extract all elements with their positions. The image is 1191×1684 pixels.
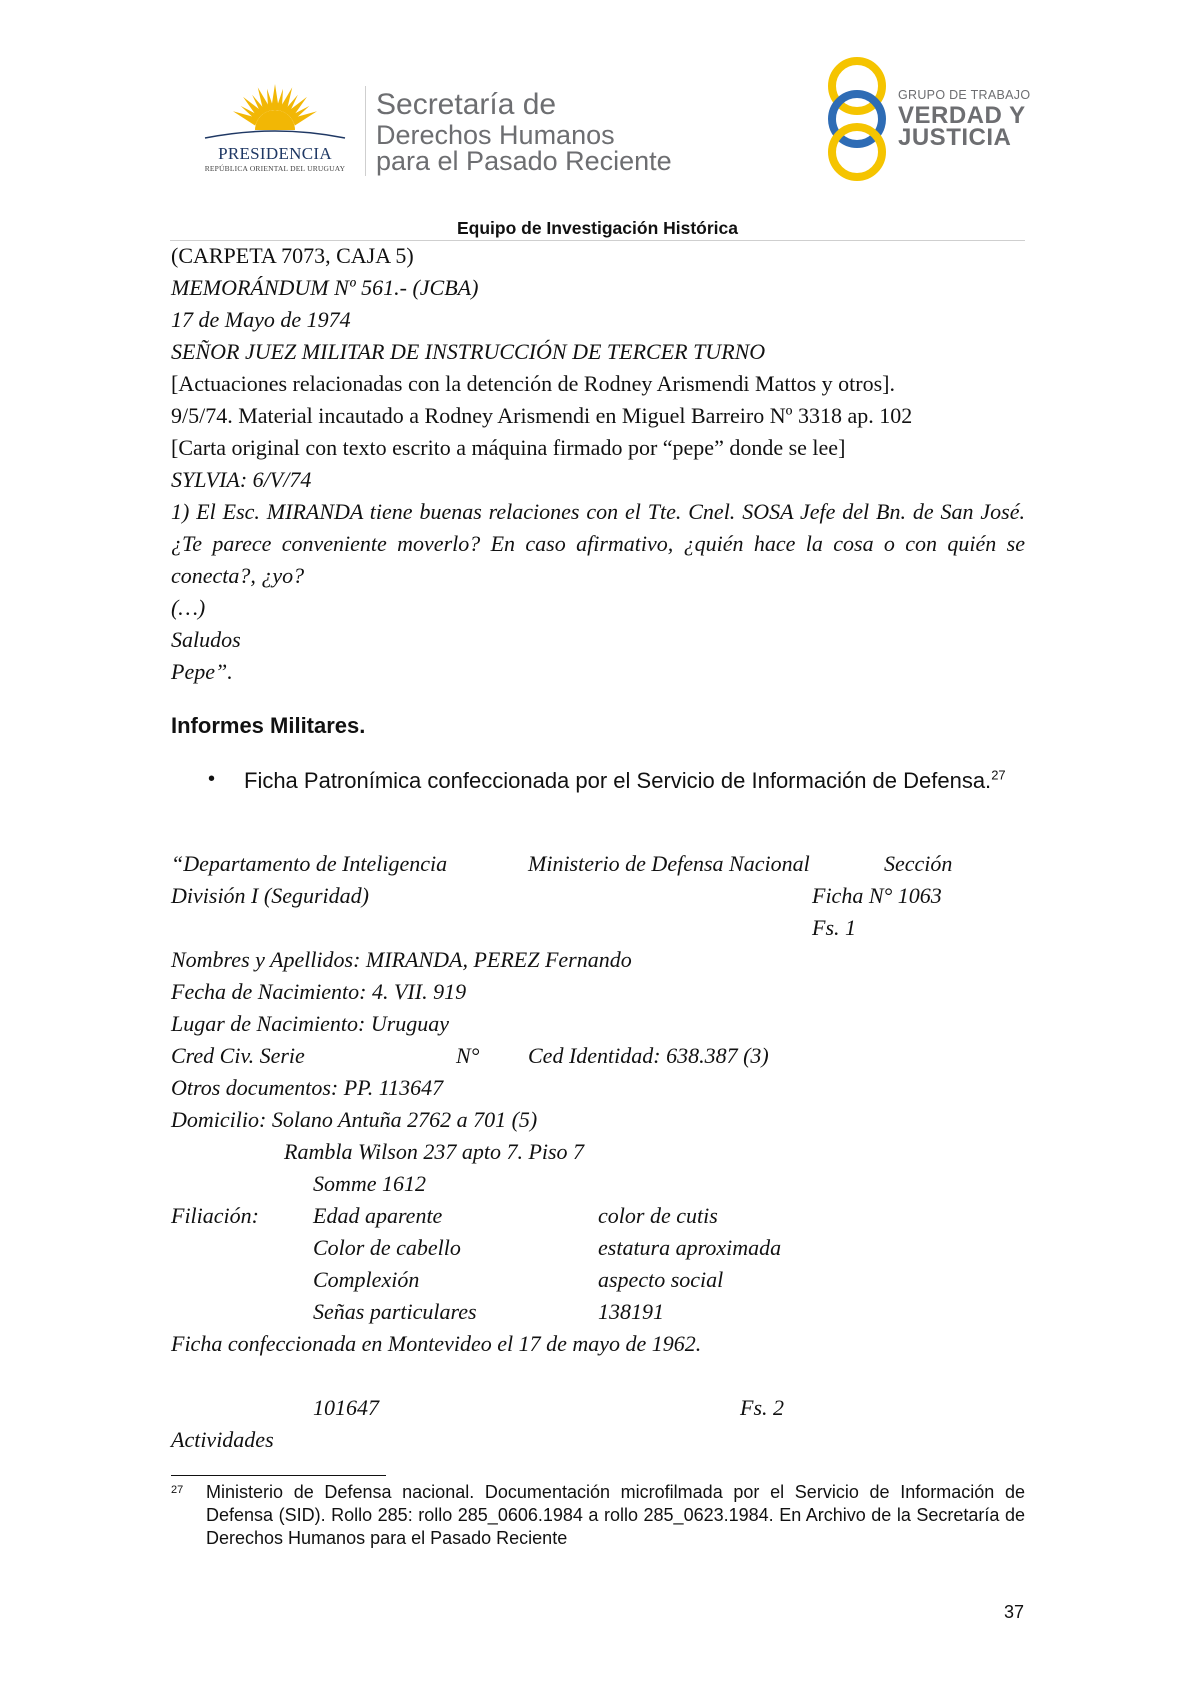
ficha-otros-documentos: Otros documentos: PP. 113647 — [171, 1075, 444, 1100]
ficha-cabello: Color de cabello — [313, 1235, 461, 1260]
carpeta-line: (CARPETA 7073, CAJA 5) — [171, 243, 414, 268]
footnote-rule — [171, 1475, 386, 1476]
ficha-senas: Señas particulares — [313, 1299, 477, 1324]
ficha-cutis: color de cutis — [598, 1203, 718, 1228]
secretaria-line-3: para el Pasado Reciente — [376, 146, 672, 176]
ficha-cred-no: N° — [456, 1043, 480, 1068]
ficha-fecha-nacimiento: Fecha de Nacimiento: 4. VII. 919 — [171, 979, 467, 1004]
ficha-senas-value: 138191 — [598, 1299, 664, 1324]
ficha-aspecto: aspecto social — [598, 1267, 724, 1292]
ficha-lugar-nacimiento: Lugar de Nacimiento: Uruguay — [171, 1011, 450, 1036]
ficha-division: División I (Seguridad) — [171, 883, 369, 908]
presidencia-title: PRESIDENCIA — [218, 144, 332, 163]
equipo-header: Equipo de Investigación Histórica — [456, 218, 739, 238]
ficha-estatura: estatura aproximada — [598, 1235, 782, 1260]
grupo-trabajo-label: GRUPO DE TRABAJO — [898, 88, 1031, 102]
ellipsis-line: (…) — [171, 595, 206, 620]
letter-paragraph: 1) El Esc. MIRANDA tiene buenas relaciones con el Tte. Cnel. SOSA Jefe del Bn. de San José. ¿Te parece conveniente moverlo? En caso afirmativo, ¿quién hace la cosa o con quién se conecta?, ¿yo? — [171, 499, 1025, 588]
sylvia-line: SYLVIA: 6/V/74 — [171, 467, 312, 492]
ficha-filiacion-label: Filiación: — [171, 1203, 259, 1228]
bullet-glyph: • — [208, 768, 216, 790]
ficha-edad: Edad aparente — [313, 1203, 443, 1228]
material-line: 9/5/74. Material incautado a Rodney Arismendi en Miguel Barreiro Nº 3318 ap. 102 — [171, 403, 913, 428]
ficha-nombres: Nombres y Apellidos: MIRANDA, PEREZ Fernando — [171, 947, 632, 972]
footnote-ref[interactable]: 27 — [991, 767, 1006, 783]
secretaria-line-2: Derechos Humanos — [376, 120, 615, 150]
actuaciones-line: [Actuaciones relacionadas con la detención de Rodney Arismendi Mattos y otros]. — [171, 371, 895, 396]
ficha-fs1: Fs. 1 — [812, 915, 856, 940]
section-heading: Informes Militares. — [171, 713, 366, 738]
ficha-domicilio-2: Rambla Wilson 237 apto 7. Piso 7 — [284, 1139, 585, 1164]
memorandum-line: MEMORÁNDUM Nº 561.- (JCBA) — [171, 275, 479, 300]
bullet-text-body: Ficha Patronímica confeccionada por el Servicio de Información de Defensa. — [244, 768, 992, 793]
carta-line: [Carta original con texto escrito a máquina firmado por “pepe” donde se lee] — [171, 435, 846, 460]
ficha-fs2: Fs. 2 — [740, 1395, 784, 1420]
ficha-ministerio: Ministerio de Defensa Nacional — [528, 851, 810, 876]
verdad-label: VERDAD Y — [898, 102, 1026, 129]
ficha-seccion: Sección — [884, 851, 953, 876]
saludos-line: Saludos — [171, 627, 241, 652]
ficha-confeccionada: Ficha confeccionada en Montevideo el 17 de mayo de 1962. — [171, 1331, 702, 1356]
signature-line: Pepe”. — [171, 659, 233, 684]
footnote-number: 27 — [171, 1484, 184, 1496]
ficha-number-2: 101647 — [313, 1395, 379, 1420]
justicia-label: JUSTICIA — [898, 124, 1012, 151]
ficha-domicilio-3: Somme 1612 — [313, 1171, 427, 1196]
ficha-actividades: Actividades — [171, 1427, 274, 1452]
ficha-cred-civ: Cred Civ. Serie — [171, 1043, 305, 1068]
ficha-domicilio: Domicilio: Solano Antuña 2762 a 701 (5) — [171, 1107, 538, 1132]
header-divider — [365, 86, 366, 176]
bullet-text — [244, 765, 1025, 797]
date-line: 17 de Mayo de 1974 — [171, 307, 351, 332]
ficha-ced-identidad: Ced Identidad: 638.387 (3) — [528, 1043, 769, 1068]
presidencia-subtitle: REPÚBLICA ORIENTAL DEL URUGUAY — [204, 164, 346, 173]
addressee-line: SEÑOR JUEZ MILITAR DE INSTRUCCIÓN DE TERCER TURNO — [171, 339, 766, 364]
ficha-complexion: Complexión — [313, 1267, 420, 1292]
secretaria-line-1: Secretaría de — [376, 88, 557, 121]
ficha-departamento: “Departamento de Inteligencia — [171, 851, 448, 876]
verdad-justicia-rings-icon — [822, 56, 892, 182]
page-number: 37 — [1004, 1602, 1025, 1622]
footnote-text: Ministerio de Defensa nacional. Documentación microfilmada por el Servicio de Información de Defensa (SID). Rollo 285: rollo 285_0606.1984 a rollo 285_0623.1984. En Archivo de la Secretaría de Derechos Humanos para el Pasado Reciente — [206, 1482, 1025, 1548]
ficha-number: Ficha N° 1063 — [812, 883, 942, 908]
